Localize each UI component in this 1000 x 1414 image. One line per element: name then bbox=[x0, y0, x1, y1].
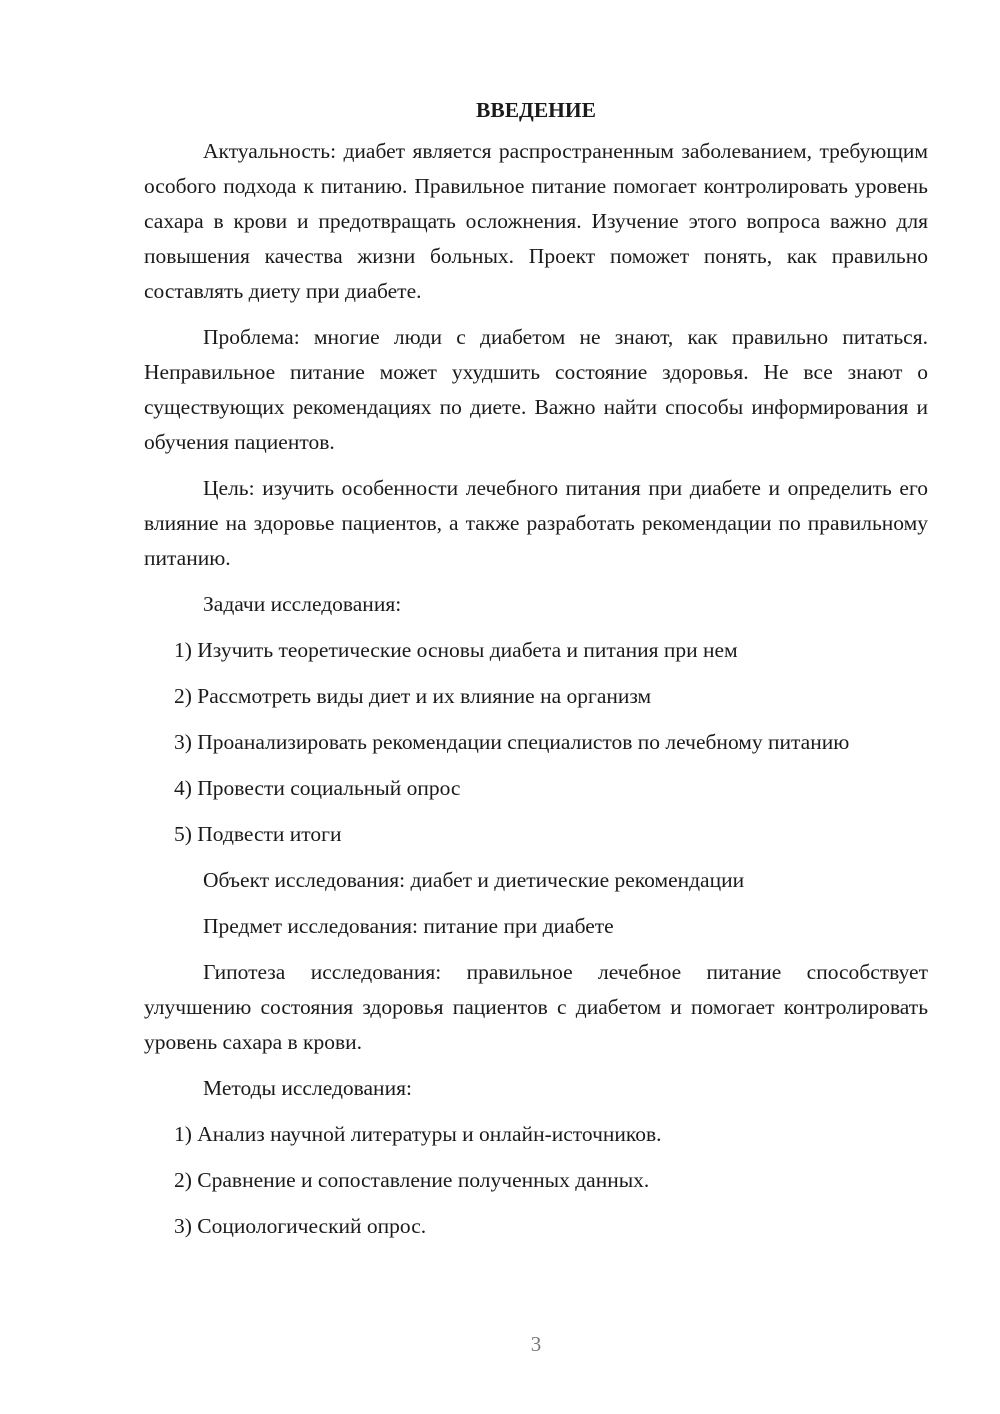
goal-paragraph: Цель: изучить особенности лечебного питания при диабете и определить его влияние на здоровье пациентов, а также разработать рекомендации по правильному питанию. bbox=[144, 476, 928, 570]
task-item: 2) Рассмотреть виды диет и их влияние на организм bbox=[174, 684, 652, 708]
relevance-paragraph: Актуальность: диабет является распространенным заболеванием, требующим особого подхода к питанию. Правильное питание помогает контролировать уровень сахара в крови и предотвращать осложнения. Изучение этого вопроса важно для повышения качества жизни больных. Проект поможет понять, как правильно составлять диету при диабете. bbox=[144, 139, 928, 303]
method-item: 2) Сравнение и сопоставление полученных данных. bbox=[174, 1168, 650, 1192]
page-number: 3 bbox=[530, 1332, 542, 1356]
task-item: 4) Провести социальный опрос bbox=[174, 776, 461, 800]
subject-line: Предмет исследования: питание при диабете bbox=[203, 914, 614, 938]
tasks-heading: Задачи исследования: bbox=[203, 592, 402, 616]
problem-paragraph: Проблема: многие люди с диабетом не знают, как правильно питаться. Неправильное питание может ухудшить состояние здоровья. Не все знают о существующих рекомендациях по диете. Важно найти способы информирования и обучения пациентов. bbox=[144, 325, 928, 454]
methods-heading: Методы исследования: bbox=[203, 1076, 412, 1100]
object-line: Объект исследования: диабет и диетические рекомендации bbox=[203, 868, 745, 892]
task-item: 3) Проанализировать рекомендации специалистов по лечебному питанию bbox=[174, 730, 850, 754]
hypothesis-paragraph: Гипотеза исследования: правильное лечебное питание способствует улучшению состояния здоровья пациентов с диабетом и помогает контролировать уровень сахара в крови. bbox=[144, 960, 928, 1054]
task-item: 1) Изучить теоретические основы диабета и питания при нем bbox=[174, 638, 738, 662]
document-page bbox=[144, 92, 928, 1255]
method-item: 3) Социологический опрос. bbox=[174, 1214, 427, 1238]
task-item: 5) Подвести итоги bbox=[174, 822, 342, 846]
method-item: 1) Анализ научной литературы и онлайн-источников. bbox=[174, 1122, 662, 1146]
page-title: ВВЕДЕНИЕ bbox=[476, 98, 596, 122]
